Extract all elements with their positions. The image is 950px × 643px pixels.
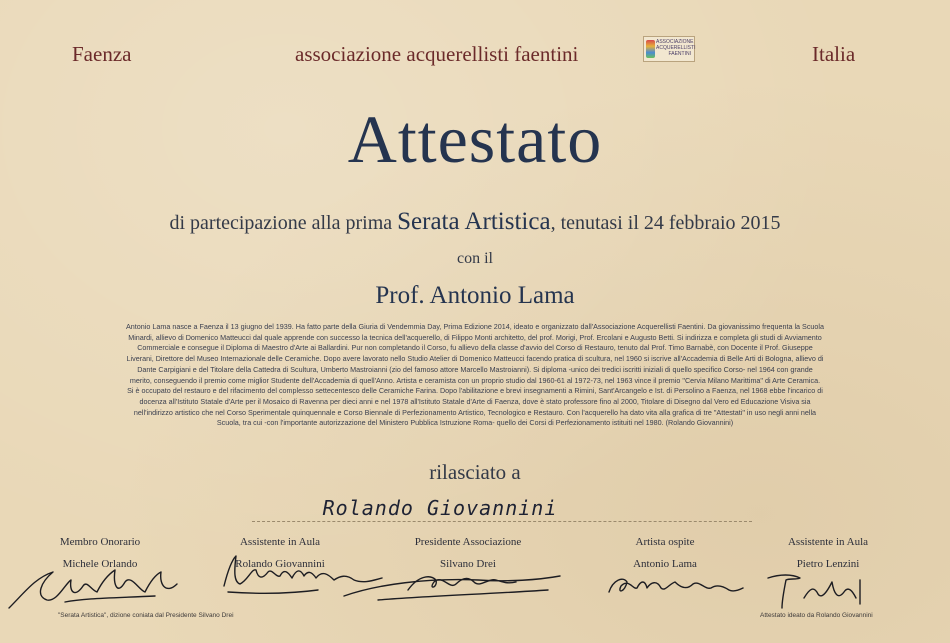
released-to-label: rilasciato a bbox=[429, 460, 521, 484]
signatory-name: Pietro Lenzini bbox=[796, 558, 860, 570]
honoree-name: Prof. Antonio Lama bbox=[375, 282, 575, 309]
biography bbox=[55, 322, 895, 429]
bio-line: Si è occupato del restauro e del rifacimento del complesso settecentesco delle Ceramiche Farina. Dopo l'abilitazione e brevi insegnamenti a Rimini, Sant'Arcangelo e Ist. di Persolino a Faenza, nel 1968 ebbe l'incarico di bbox=[127, 386, 823, 396]
signatory-4 bbox=[580, 536, 750, 570]
bio-line: Commerciale e consegue il Diploma di Maestro d'Arte ai Ballardini. Pur non completando il Corso, fu allievo della classe d'avvio del Corso di Restauro, tenuto dal Prof. Timo Barnabè, con Docente il Prof. Giuseppe bbox=[137, 343, 813, 353]
signature-antonio-lama bbox=[603, 566, 748, 606]
footer-note-left: "Serata Artistica", dizione coniata dal Presidente Silvano Drei bbox=[58, 612, 234, 619]
bio-line: merito, conseguendo il premio come miglior Studente dell'Accademia di quell'Anno. Artista e ceramista con un proprio studio dal 1960-61 al 1972-73, nel 1963 vince il premio "Cervia Milano Marittima" di Arte Ceramica. bbox=[129, 375, 821, 385]
certificate-title: Attestato bbox=[347, 101, 603, 177]
signatory-name: Rolando Giovannini bbox=[235, 558, 325, 570]
logo-line: ACQUERELLISTI bbox=[656, 45, 696, 51]
footer-note-right: Attestato ideato da Rolando Giovannini bbox=[760, 612, 873, 619]
bio-line: Liverani, Direttore del Museo Internazionale delle Ceramiche. Dopo avere lavorato nello Studio Atelier di Domenico Matteucci facendo pratica di scultura, nel 1960 si iscrive all'Accademia di Belle Arti di Bologna, allievo di bbox=[126, 354, 824, 364]
bio-line: Scuola, tra cui -con l'importante autorizzazione del Ministero Pubblica Istruzione Roma- quello dei Corsi di Perfezionamento istituiti nel 1980. (Rolando Giovannini) bbox=[216, 418, 734, 428]
signatory-role: Presidente Associazione bbox=[414, 536, 522, 548]
bio-line: nell'indirizzo artistico che nel Corso Sperimentale quinquennale e Corso Biennale di Perfezionamento Artistico, Tecnologico e Restauro. Con l'acquerello ha dato vita alla grafica di tre "Attestati" in uso negli anni nella bbox=[133, 407, 817, 417]
recipient-name: Rolando Giovannini bbox=[322, 496, 558, 520]
signature-michele-orlando bbox=[5, 562, 190, 614]
signatory-name: Silvano Drei bbox=[440, 558, 496, 570]
header-association: associazione acquerellisti faentini bbox=[295, 42, 579, 66]
bio-line: Dante Carpigiani e del Titolare della Cattedra di Scultura, Umberto Mastroianni (zio del famoso attore Marcello Mastroianni). Si diploma -unico dei tredici iscritti iniziali di quello specifico Corso- nel 1964 con grande bbox=[137, 364, 813, 374]
signature-pietro-lenzini bbox=[760, 568, 875, 612]
event-name: Serata Artistica bbox=[397, 208, 551, 235]
palette-icon bbox=[646, 40, 655, 58]
header-country: Italia bbox=[812, 42, 856, 66]
event-line bbox=[0, 208, 950, 236]
signatory-5 bbox=[743, 536, 913, 570]
association-logo bbox=[643, 36, 695, 62]
signatory-role: Membro Onorario bbox=[59, 536, 141, 548]
logo-line: FAENTINI bbox=[668, 51, 691, 57]
signature-silvano-drei bbox=[338, 560, 568, 606]
signatory-name: Antonio Lama bbox=[633, 558, 697, 570]
bio-line: Minardi, allievo di Domenico Matteucci dal quale apprende con successo la tecnica dell'acquerello, di Filippo Monti architetto, del prof. Morigi, Prof. Ercolani e Augusto Betti. Si indirizza e completa gli studi di Avviamento bbox=[128, 332, 822, 342]
signatory-name: Michele Orlando bbox=[62, 558, 138, 570]
event-line-prefix: di partecipazione alla prima bbox=[169, 212, 398, 234]
logo-line: ASSOCIAZIONE bbox=[656, 39, 694, 45]
signatory-role: Assistente in Aula bbox=[239, 536, 321, 548]
event-line-suffix: , tenutasi il 24 febbraio 2015 bbox=[550, 212, 781, 234]
con-il-text: con il bbox=[457, 250, 493, 267]
header-city: Faenza bbox=[72, 42, 132, 66]
bio-line: Antonio Lama nasce a Faenza il 13 giugno del 1939. Ha fatto parte della Giuria di Vendemmia Day, Prima Edizione 2014, ideato e organizzato dall'Associazione Acquerellisti Faentini. Da giovanissimo frequenta la Scuola bbox=[125, 322, 825, 331]
signatory-role: Artista ospite bbox=[635, 536, 695, 548]
bio-line: docenza all'Istituto Statale d'Arte per il Mosaico di Ravenna per dieci anni e nel 1978 all'Istituto Statale d'Arte di Faenza, dove è stato professore fino al 2000, Titolare di Disegno dal Vero ed Educazione Visiva sia bbox=[139, 396, 811, 406]
recipient-underline bbox=[252, 521, 752, 522]
signatory-role: Assistente in Aula bbox=[787, 536, 869, 548]
